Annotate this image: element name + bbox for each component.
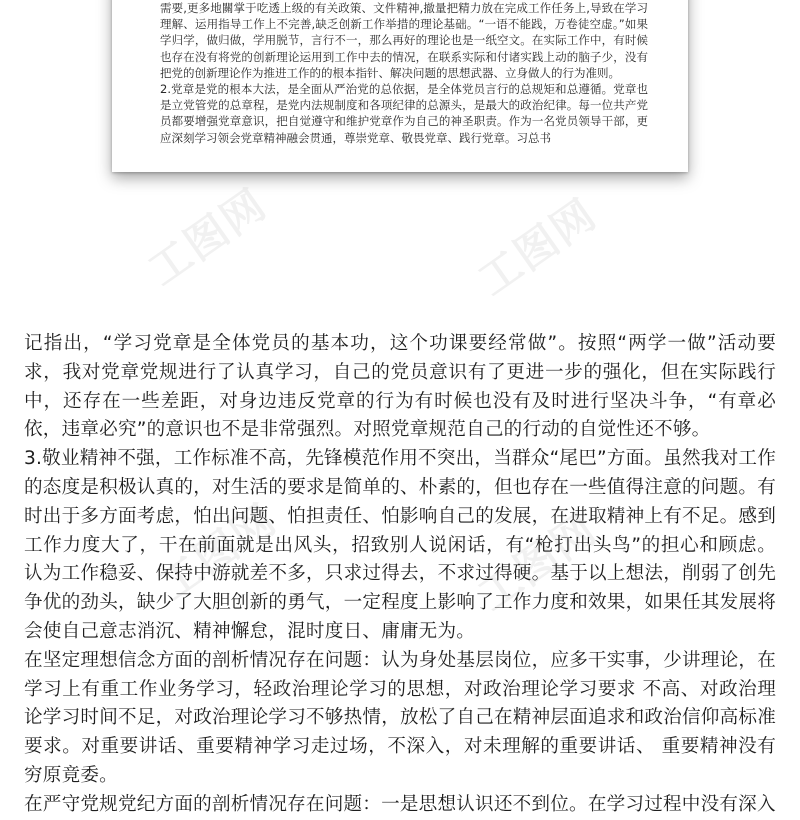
preview-paragraph-2: 2.党章是党的根本大法，是全面从严治党的总依据，是全体党员言行的总规矩和总遵循。党章也是立党管党的总章程，是党内法规制度和各项纪律的总源头，是最大的政治纪律。每一位共产党员都要增强党章意识，把自觉遵守和维护党章作为自己的神圣职责。作为一名党员领导干部，更应深刻学习领会党章精神融会贯通，尊崇党章、敬畏党章、践行党章。习总书 (160, 82, 648, 145)
watermark: 工图网 (469, 189, 606, 305)
watermark: 工图网 (139, 179, 276, 295)
preview-paragraph-1: 需要,更多地關掌于吃透上级的有关政策、文件精神,撤量把精力放在完成工作任务上,导致在学习理解、运用指导工作上不完善,缺乏创新工作举措的理论基础。“一语不能践，万卷徒空虚。”如果学归学，做归做，学用脱节，言行不一，那么再好的理论也是一纸空文。在实际工作中，有时候也存在没有将党的创新理论运用到工作中去的情况，在联系实际和付诸实践上动的脑子少，没有把党的创新理论作为推进工作的的根本指针、解决问题的思想武器、立身做人的行为准则。 (160, 1, 648, 80)
body-paragraph-2: 3.敬业精神不强，工作标准不高，先锋模范作用不突出，当群众“尾巴”方面。虽然我对工作的态度是积极认真的，对生活的要求是简单的、朴素的，但也存在一些值得注意的问题。有时出于多方面考虑，怕出问题、怕担责任、怕影响自己的发展，在进取精神上有不足。感到工作力度大了，干在前面就是出风头，招致别人说闲话，有“枪打出头鸟”的担心和顾虑。认为工作稳妥、保持中游就差不多，只求过得去，不求过得硬。基于以上想法，削弱了创先争优的劲头，缺少了大胆创新的勇气，一定程度上影响了工作力度和效果，如果任其发展将会使自己意志消沉、精神懈怠，混时度日、庸庸无为。 (24, 448, 776, 642)
watermark: 工图网 (469, 504, 606, 620)
body-paragraph-3: 在坚定理想信念方面的剖析情况存在问题：认为身处基层岗位，应多干实事，少讲理论，在学习上有重工作业务学习，轻政治理论学习的思想，对政治理论学习要求 不高、对政治理论学习时间不足，对政治理论学习不够热情，放松了自己在精神层面追求和政治信仰高标准要求。对重要讲话、重要精神学习走过场，不深入，对未理解的重要讲话、 重要精神没有穷原竟委。 (24, 649, 776, 786)
body-paragraph-4: 在严守党规党纪方面的剖析情况存在问题：一是思想认识还不到位。在学习过程中没有深入 (24, 793, 776, 815)
body-paragraph-1: 记指出，“学习党章是全体党员的基本功，这个功课要经常做”。按照“两学一做”活动要求，我对党章党规进行了认真学习，自己的党员意识有了更进一步的强化，但在实际践行中，还存在一些差距，对身边违反党章的行为有时候也没有及时进行坚决斗争，“有章必依，违章必究”的意识也不是非常强烈。对照党章规范自己的行动的自觉性还不够。 (24, 333, 776, 441)
body-text (24, 330, 776, 820)
watermark: 工图网 (149, 494, 286, 610)
preview-card (112, 0, 688, 172)
